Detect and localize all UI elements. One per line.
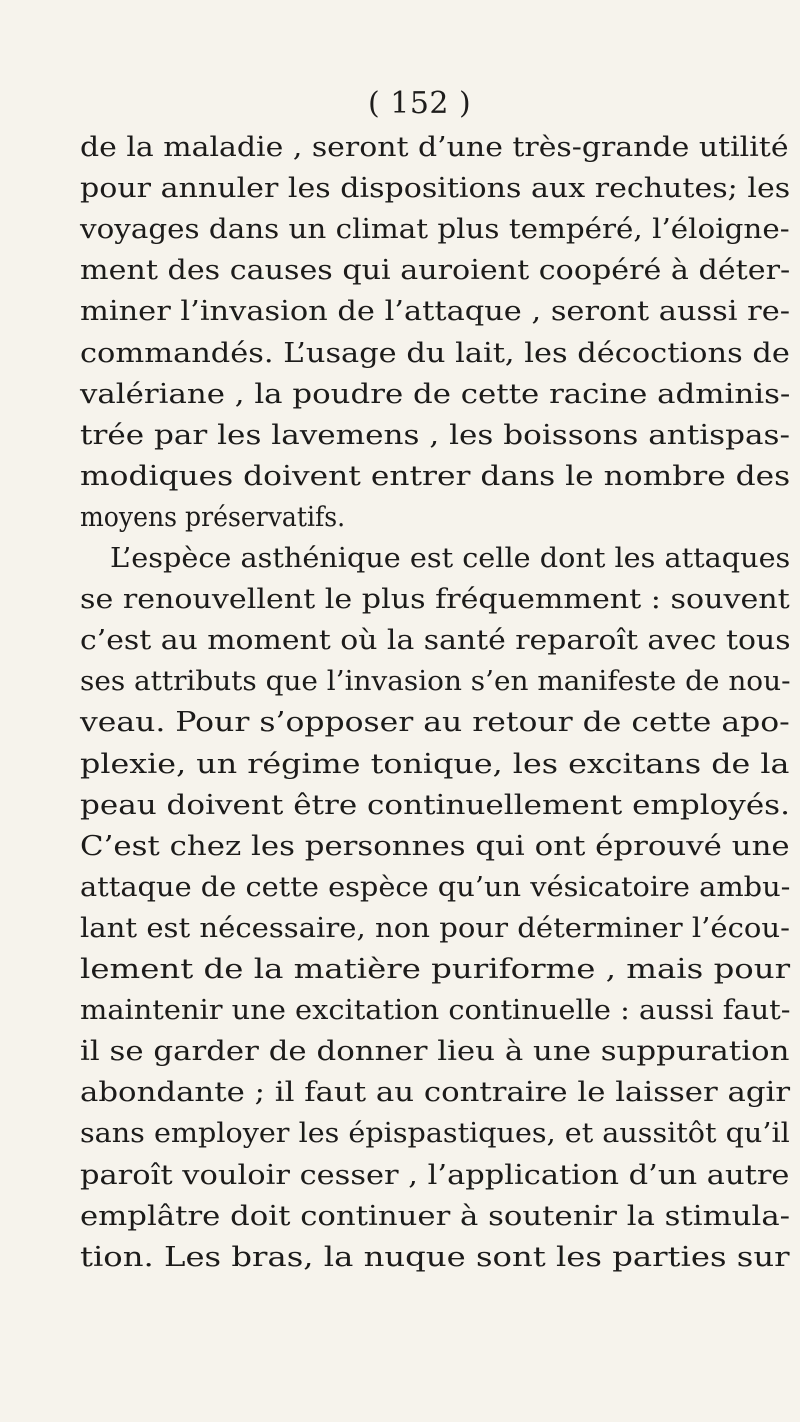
text-line: ses attributs que l’invasion s’en manifeste de nou- [80,666,791,698]
text-line: pour annuler les dispositions aux rechutes; les [80,173,791,205]
text-line: commandés. L’usage du lait, les décoctions de [80,337,790,369]
text-line: L’espèce asthénique est celle dont les attaques [110,543,791,574]
text-line: veau. Pour s’opposer au retour de cette apo- [80,707,790,739]
text-line: C’est chez les personnes qui ont éprouvé une [80,830,790,862]
text-line: sans employer les épispastiques, et aussitôt qu’il [80,1118,790,1150]
text-line: de la maladie , seront d’une très-grande utilité [80,132,789,163]
text-line: lement de la matière puriforme , mais pour [80,954,791,985]
text-line: c’est au moment où la santé reparoît avec tous [80,625,791,657]
page-number: ( 152 ) [368,86,472,121]
text-line: modiques doivent entrer dans le nombre des [80,460,791,492]
text-line: moyens préservatifs. [80,501,346,533]
text-line: abondante ; il faut au contraire le laisser agir [80,1077,791,1109]
text-line: miner l’invasion de l’attaque , seront aussi re- [80,296,791,328]
text-line: plexie, un régime tonique, les excitans de la [80,748,790,780]
text-line: valériane , la poudre de cette racine adminis- [80,378,791,410]
text-line: tion. Les bras, la nuque sont les parties sur [80,1241,790,1273]
text-line: se renouvellent le plus fréquemment : souvent [80,584,790,616]
text-line: emplâtre doit continuer à soutenir la stimula- [80,1200,791,1232]
text-line: trée par les lavemens , les boissons antispas- [80,419,790,451]
text-line: attaque de cette espèce qu’un vésicatoire ambu- [80,871,791,903]
text-line: paroît vouloir cesser , l’application d’un autre [80,1159,790,1191]
text-line: il se garder de donner lieu à une suppuration [80,1036,790,1068]
text-line: peau doivent être continuellement employés. [80,789,790,821]
text-line: maintenir une excitation continuelle : aussi faut- [80,995,791,1027]
text-line: voyages dans un climat plus tempéré, l’éloigne- [80,214,790,246]
text-line: ment des causes qui auroient coopéré à déter- [80,255,791,287]
text-line: lant est nécessaire, non pour déterminer l’écou- [80,912,791,944]
